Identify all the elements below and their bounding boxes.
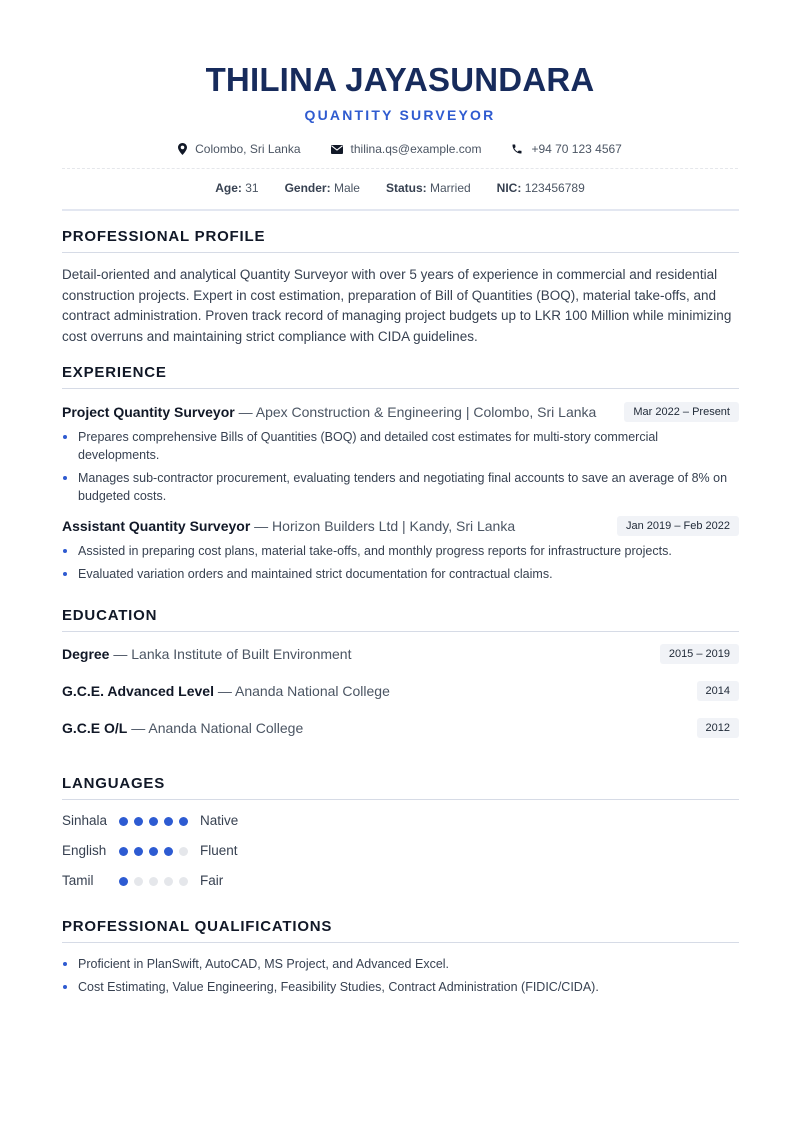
job-org: — Horizon Builders Ltd | Kandy, Sri Lanka [250,518,516,534]
proficiency-label: Native [200,813,239,828]
language-name: Sinhala [62,813,108,828]
education-line [62,644,351,664]
contact-location [178,140,300,158]
contact-phone[interactable] [511,140,621,158]
proficiency-dots [119,877,200,886]
education-entry [62,644,739,664]
qualification-item: Proficient in PlanSwift, AutoCAD, MS Project, and Advanced Excel. [62,955,739,973]
age-label: Age: [215,181,242,195]
contact-email[interactable] [331,140,482,158]
profile-section [62,228,739,347]
education-degree: G.C.E O/L [62,720,128,736]
proficiency-dot-filled [134,817,143,826]
personal-gender [285,179,360,197]
job-bullet: Evaluated variation orders and maintained strict documentation for contractual claims. [62,565,739,583]
education-institution: — Lanka Institute of Built Environment [109,646,352,662]
job-bullet: Manages sub-contractor procurement, evaluating tenders and negotiating final accounts to save an average of 8% on budgeted costs. [62,469,739,505]
job-bullets [62,542,739,583]
envelope-icon [331,145,343,154]
job-entry [62,516,739,583]
gender-value: Male [333,181,360,195]
location-pin-icon [178,143,187,155]
job-bullet: Assisted in preparing cost plans, material take-offs, and monthly progress reports for infrastructure projects. [62,542,739,560]
language-row [62,806,739,836]
language-row [62,836,739,866]
education-line [62,718,303,738]
proficiency-dot-empty [149,877,158,886]
job-dates-badge: Mar 2022 – Present [624,402,739,422]
languages-heading: LANGUAGES [62,775,739,800]
qualifications-section [62,918,739,1001]
education-entry [62,681,739,701]
phone-icon [511,143,523,155]
education-years-badge: 2014 [697,681,739,701]
header-divider [62,209,739,211]
education-section [62,607,739,738]
location-text: Colombo, Sri Lanka [195,142,301,156]
email-text[interactable]: thilina.qs@example.com [350,142,482,156]
language-row [62,866,739,896]
languages-section [62,775,739,896]
language-name: Tamil [62,873,94,888]
education-heading: EDUCATION [62,607,739,632]
personal-age [215,179,258,197]
proficiency-dot-filled [164,817,173,826]
proficiency-label: Fair [200,873,224,888]
qualification-bullets [62,955,739,996]
profile-summary: Detail-oriented and analytical Quantity Surveyor with over 5 years of experience in commercial and residential construction projects. Expert in cost estimation, preparation of Bill of Quantities (BOQ), material take-offs, and contract administration. Proven track record of managing project budgets up to LKR 100 Million while minimizing cost overruns and maintaining strict compliance with CIDA guidelines. [62,267,732,344]
proficiency-label: Fluent [200,843,238,858]
job-title-line [62,402,596,422]
job-title: QUANTITY SURVEYOR [304,107,496,123]
proficiency-dot-empty [179,847,188,856]
proficiency-dot-filled [119,877,128,886]
education-years-badge: 2012 [697,718,739,738]
education-entry [62,718,739,738]
proficiency-dot-empty [164,877,173,886]
job-entry [62,402,739,505]
profile-heading: PROFESSIONAL PROFILE [62,228,739,253]
personal-status [386,179,471,197]
proficiency-dots [119,847,200,856]
education-degree: G.C.E. Advanced Level [62,683,214,699]
education-institution: — Ananda National College [127,720,304,736]
proficiency-dot-filled [149,817,158,826]
job-header [62,516,739,536]
nic-label: NIC: [496,181,522,195]
job-bullet: Prepares comprehensive Bills of Quantities (BOQ) and detailed cost estimates for multi-story commercial developments. [62,428,739,464]
experience-section [62,364,739,588]
education-institution: — Ananda National College [213,683,390,699]
proficiency-dot-filled [164,847,173,856]
nic-value: 123456789 [524,181,585,195]
job-org: — Apex Construction & Engineering | Colombo, Sri Lanka [234,404,597,420]
language-name: English [62,843,107,858]
proficiency-dot-filled [119,847,128,856]
resume-header [0,0,800,211]
gender-label: Gender: [284,181,331,195]
header-dashed-divider [62,168,738,169]
experience-heading: EXPERIENCE [62,364,739,389]
proficiency-dot-filled [134,847,143,856]
qualifications-heading: PROFESSIONAL QUALIFICATIONS [62,918,739,943]
personal-details [0,179,800,197]
candidate-name: THILINA JAYASUNDARA [205,61,595,98]
phone-text[interactable]: +94 70 123 4567 [531,142,622,156]
job-role: Assistant Quantity Surveyor [62,518,251,534]
proficiency-dot-filled [149,847,158,856]
status-label: Status: [385,181,427,195]
proficiency-dot-empty [179,877,188,886]
status-value: Married [429,181,471,195]
language-list [62,806,739,896]
job-title-line [62,516,515,536]
education-degree: Degree [62,646,110,662]
qualification-item: Cost Estimating, Value Engineering, Feasibility Studies, Contract Administration (FIDIC/CIDA). [62,978,739,996]
education-years-badge: 2015 – 2019 [660,644,739,664]
proficiency-dot-filled [179,817,188,826]
age-value: 31 [245,181,259,195]
proficiency-dot-filled [119,817,128,826]
personal-nic [497,179,585,197]
education-line [62,681,390,701]
job-bullets [62,428,739,505]
job-dates-badge: Jan 2019 – Feb 2022 [617,516,739,536]
proficiency-dots [119,817,200,826]
job-header [62,402,739,422]
job-role: Project Quantity Surveyor [62,404,235,420]
contact-info [0,140,800,158]
proficiency-dot-empty [134,877,143,886]
